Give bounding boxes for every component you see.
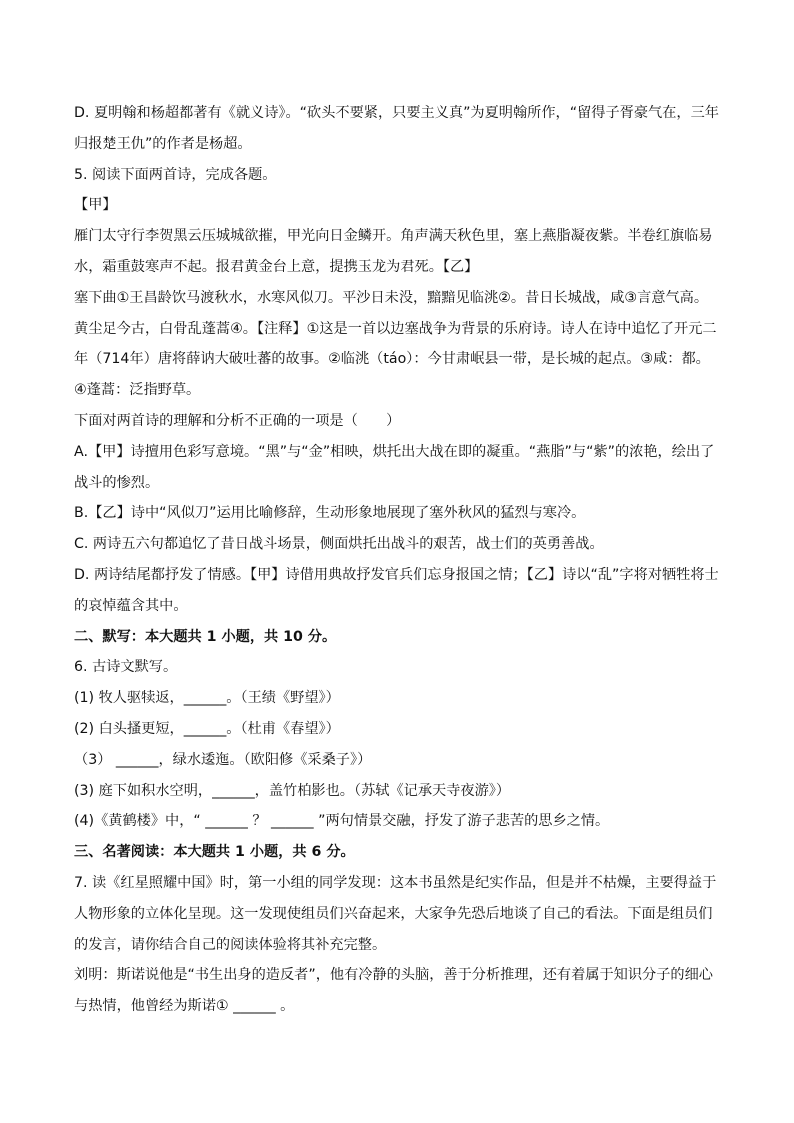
question-7-liuming: 刘明：斯诺说他是“书生出身的造反者”，他有冷静的头脑，善于分析推理，还有着属于知识分子的细心与热情，他曾经为斯诺① ______ 。 bbox=[74, 967, 713, 1015]
question-6-item-2: (2) 白头搔更短，______。（杜甫《春望》） bbox=[74, 720, 340, 737]
question-7-stem: 7. 读《红星照耀中国》时，第一小组的同学发现：这本书虽然是纪实作品，但是并不枯燥，主要得益于人物形象的立体化呈现。这一发现使组员们兴奋起来，大家争先恐后地谈了自己的看法。下面是组员们的发言，请你结合自己的阅读体验将其补充完整。 bbox=[74, 874, 717, 953]
question-5-option-b: B.【乙】诗中“风似刀”运用比喻修辞，生动形象地展现了塞外秋风的猛烈与寒冷。 bbox=[74, 505, 586, 522]
poem-a-text: 雁门太守行李贺黑云压城城欲摧，甲光向日金鳞开。角声满天秋色里，塞上燕脂凝夜紫。半卷红旗临易水，霜重鼓寒声不起。报君黄金台上意，提携玉龙为君死。【乙】 bbox=[74, 228, 713, 275]
question-4-option-d: D. 夏明翰和杨超都著有《就义诗》。“砍头不要紧，只要主义真”为夏明翰所作，“留得子胥豪气在，三年归报楚王仇”的作者是杨超。 bbox=[74, 105, 719, 152]
question-5-option-c: C. 两诗五六句都追忆了昔日战斗场景，侧面烘托出战斗的艰苦，战士们的英勇善战。 bbox=[74, 536, 604, 553]
poem-b-text: 塞下曲①王昌龄饮马渡秋水，水寒风似刀。平沙日未没，黯黯见临洮②。昔日长城战，咸③言意气高。黄尘足今古，白骨乱蓬蒿④。【注释】①这是一首以边塞战争为背景的乐府诗。诗人在诗中追忆了开元二年（714年）唐将薛讷大破吐蕃的故事。②临洮（táo）：今甘肃岷县一带，是长城的起点。③咸：都。④蓬蒿：泛指野草。 bbox=[74, 289, 717, 399]
section-3-title: 三、名著阅读：本大题共 1 小题，共 6 分。 bbox=[74, 844, 355, 861]
question-6-item-1: (1) 牧人驱犊返，______。（王绩《野望》） bbox=[74, 690, 340, 707]
document-content bbox=[74, 98, 721, 1022]
question-6-item-4: (3) 庭下如积水空明，______，盖竹柏影也。（苏轼《记承天寺夜游》） bbox=[74, 782, 511, 799]
question-5-option-d: D. 两诗结尾都抒发了情感。【甲】诗借用典故抒发官兵们忘身报国之情；【乙】诗以“乱”字将对牺牲将士的哀悼蕴含其中。 bbox=[74, 566, 719, 614]
question-5-stem: 5. 阅读下面两首诗，完成各题。 bbox=[74, 166, 277, 183]
section-2-title: 二、默写：本大题共 1 小题，共 10 分。 bbox=[74, 628, 337, 645]
question-6-stem: 6. 古诗文默写。 bbox=[74, 659, 178, 676]
poem-a-label: 【甲】 bbox=[74, 197, 117, 214]
question-6-item-3: （3） ______，绿水逶迤。（欧阳修《采桑子》） bbox=[74, 751, 372, 768]
question-6-item-5: (4)《黄鹤楼》中，“ ______ ？ ______ ”两句情景交融，抒发了游子悲苦的思乡之情。 bbox=[74, 813, 610, 830]
question-5-option-a: A.【甲】诗擅用色彩写意境。“黑”与“金”相映，烘托出大战在即的凝重。“燕脂”与“紫”的浓艳，绘出了战斗的惨烈。 bbox=[74, 443, 715, 491]
question-5-question: 下面对两首诗的理解和分析不正确的一项是（ ） bbox=[74, 412, 401, 429]
